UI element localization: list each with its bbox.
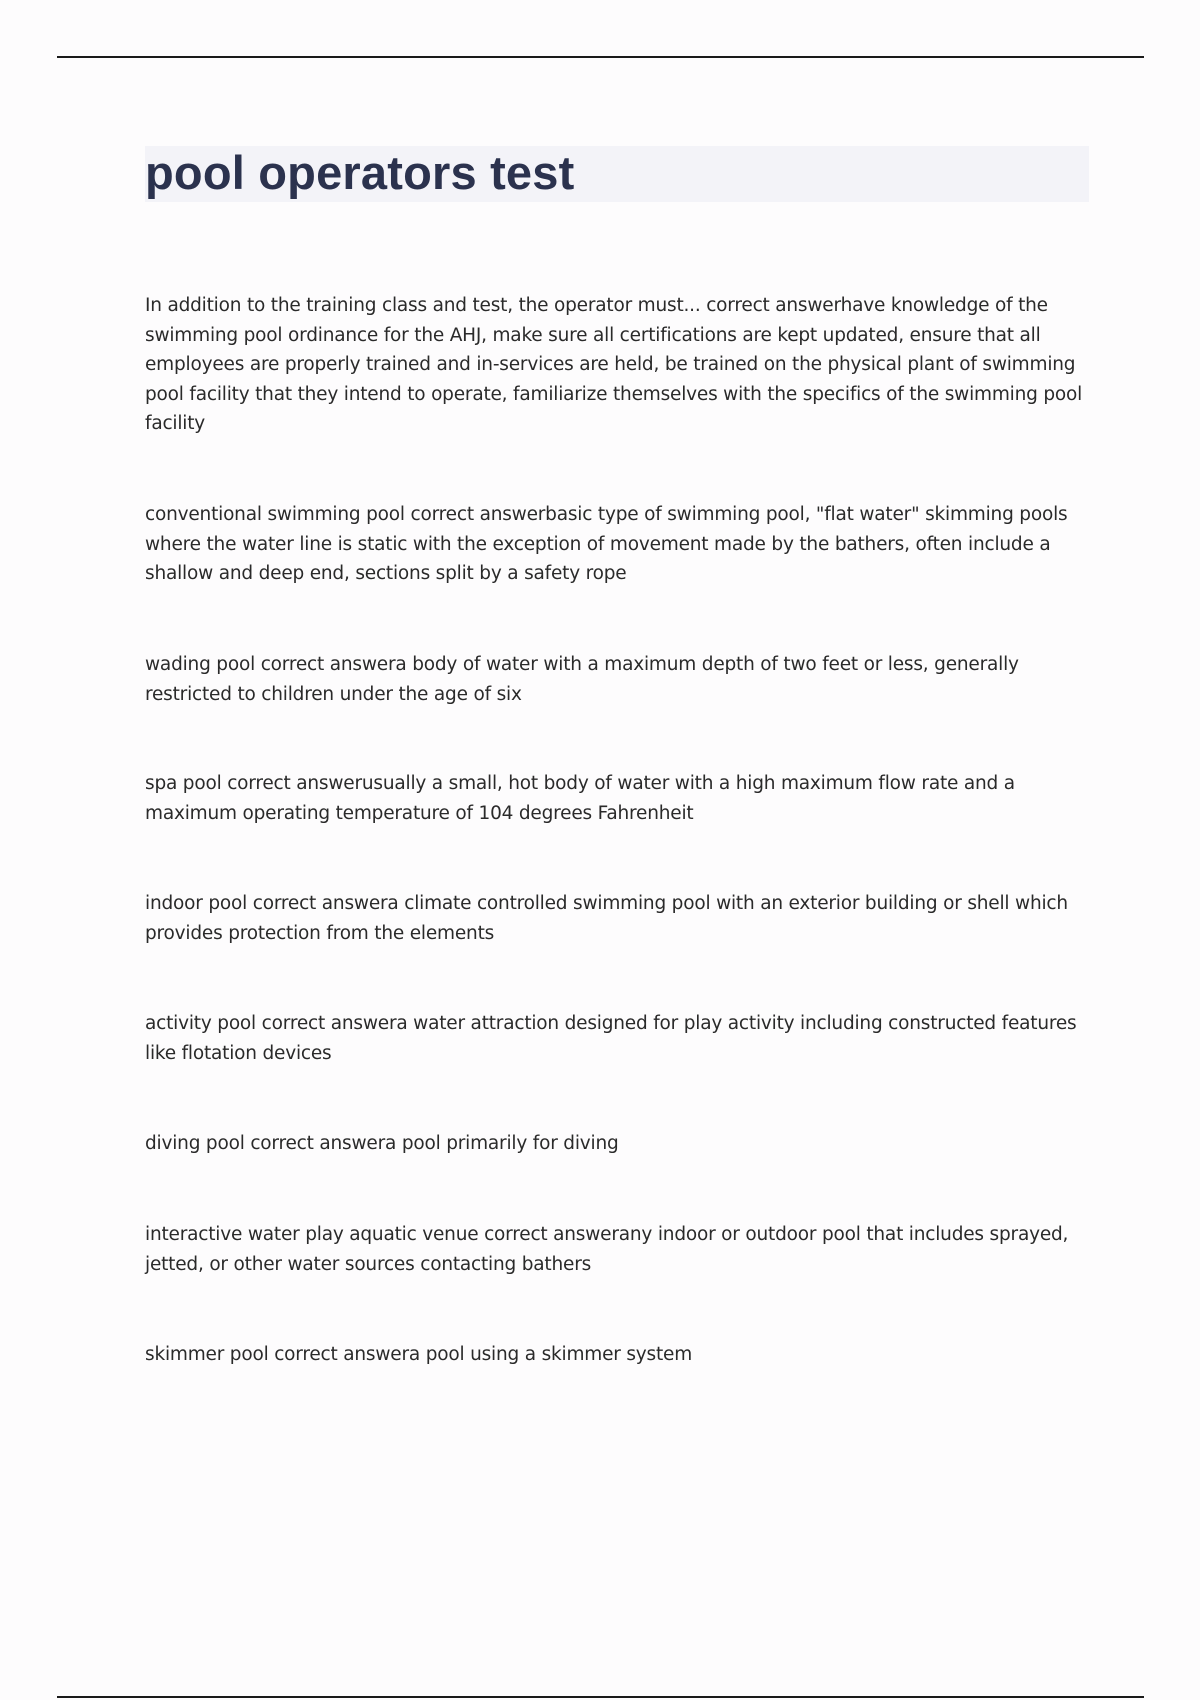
qa-entry-diving-pool: diving pool correct answera pool primarily for diving bbox=[145, 1133, 619, 1154]
qa-entry-wading-pool: wading pool correct answera body of water with a maximum depth of two feet or less, generally restricted to children under the age of six bbox=[145, 654, 1019, 705]
document-title: pool operators test bbox=[145, 146, 575, 199]
qa-entry-skimmer-pool: skimmer pool correct answera pool using a skimmer system bbox=[145, 1344, 693, 1365]
qa-entry-activity-pool: activity pool correct answera water attraction designed for play activity including constructed features like flotation devices bbox=[145, 1013, 1077, 1064]
qa-entry-conventional-pool: conventional swimming pool correct answerbasic type of swimming pool, "flat water" skimming pools where the water line is static with the exception of movement made by the bathers, often include a shallow and deep end, sections split by a safety rope bbox=[145, 504, 1068, 584]
qa-entry-operator-requirements: In addition to the training class and test, the operator must... correct answerhave knowledge of the swimming pool ordinance for the AHJ, make sure all certifications are kept updated, ensure that all employees are properly trained and in-services are held, be trained on the physical plant of swimming pool facility that they intend to operate, familiarize themselves with the specifics of the swimming pool facility bbox=[145, 295, 1083, 434]
qa-entry-interactive-water-play: interactive water play aquatic venue correct answerany indoor or outdoor pool that includes sprayed, jetted, or other water sources contacting bathers bbox=[145, 1224, 1069, 1275]
qa-entry-spa-pool: spa pool correct answerusually a small, hot body of water with a high maximum flow rate and a maximum operating temperature of 104 degrees Fahrenheit bbox=[145, 773, 1015, 824]
top-rule bbox=[57, 56, 1144, 58]
qa-entry-indoor-pool: indoor pool correct answera climate controlled swimming pool with an exterior building or shell which provides protection from the elements bbox=[145, 893, 1068, 944]
bottom-rule bbox=[57, 1696, 1144, 1698]
